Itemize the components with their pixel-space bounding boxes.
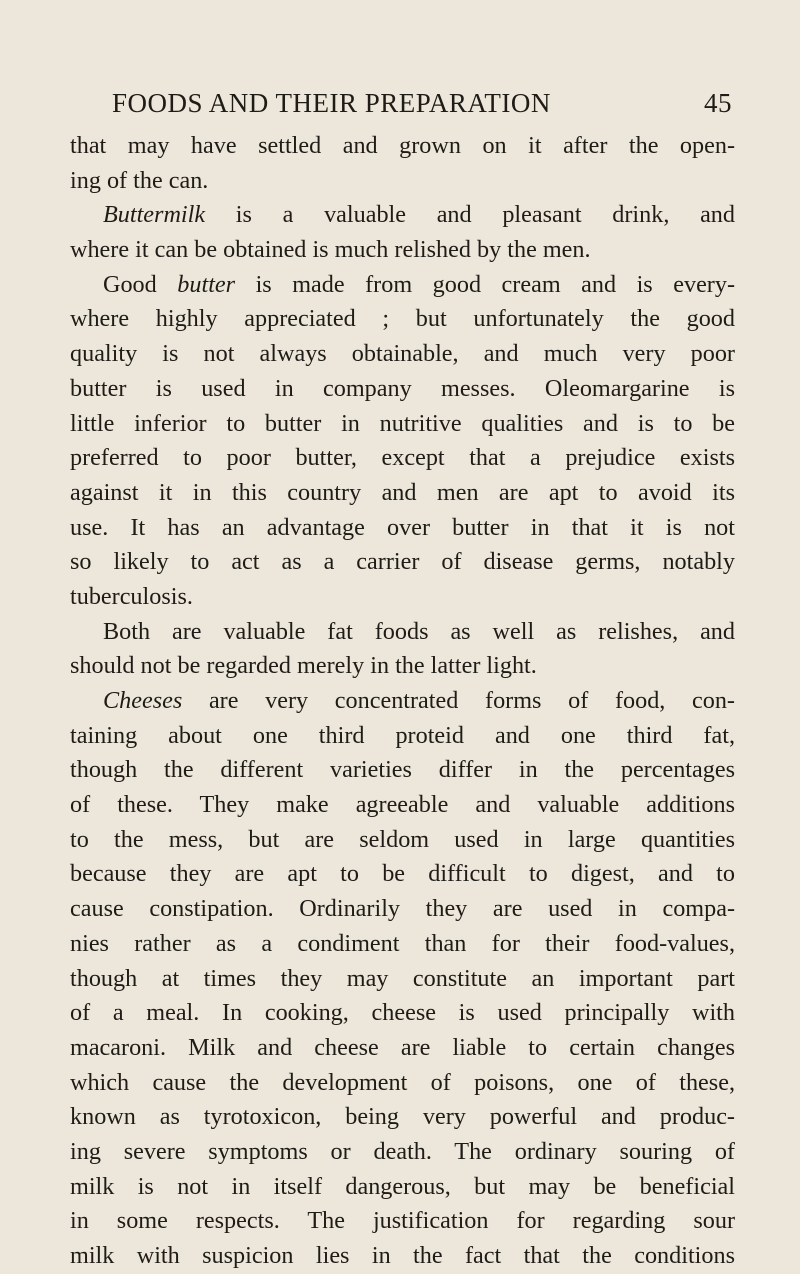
- line-text: so likely to act as a carrier of disease germs, notably: [70, 548, 735, 576]
- line-text: milk is not in itself dangerous, but may be beneficial: [70, 1172, 735, 1200]
- text-line: [70, 1170, 735, 1205]
- text-line: [70, 372, 735, 407]
- text-line: [70, 129, 735, 164]
- line-text: though at times they may constitute an important part: [70, 964, 735, 992]
- text-line: [70, 684, 735, 719]
- line-text: are very concentrated forms of food, con-: [182, 687, 735, 714]
- line-text: ing of the can.: [70, 166, 209, 194]
- line-text: is made from good cream and is every-: [235, 270, 736, 298]
- text-line: [70, 302, 735, 337]
- line-text: though the different varieties differ in the percentages: [70, 756, 735, 784]
- line-text: cause constipation. Ordinarily they are used in compa-: [70, 895, 735, 923]
- line-text: that may have settled and grown on it after the open-: [70, 132, 735, 159]
- text-line: [70, 268, 735, 303]
- italic-term: Buttermilk: [103, 201, 206, 229]
- text-line: [70, 649, 735, 684]
- line-text: where highly appreciated ; but unfortunately the good: [70, 305, 735, 333]
- line-text: in some respects. The justification for regarding sour: [70, 1207, 735, 1235]
- line-text: milk with suspicion lies in the fact that the conditions: [70, 1242, 735, 1269]
- line-text: taining about one third proteid and one third fat,: [70, 721, 735, 749]
- line-text: use. It has an advantage over butter in that it is not: [70, 513, 735, 541]
- line-text: butter is used in company messes. Oleomargarine is: [70, 374, 735, 402]
- text-line: [70, 1239, 735, 1274]
- line-text: of a meal. In cooking, cheese is used principally with: [70, 999, 735, 1027]
- line-text: of these. They make agreeable and valuable additions: [70, 791, 735, 819]
- text-line: [70, 1100, 735, 1135]
- page-number: 45: [704, 88, 732, 118]
- running-header: [112, 88, 732, 124]
- line-text: Both are valuable fat foods as well as relishes, and: [103, 617, 735, 645]
- line-text: macaroni. Milk and cheese are liable to certain changes: [70, 1033, 735, 1061]
- body-text: [70, 129, 735, 1274]
- line-text: little inferior to butter in nutritive qualities and is to be: [70, 409, 735, 437]
- text-line: [70, 441, 735, 476]
- text-line: [70, 1135, 735, 1170]
- text-line: [70, 857, 735, 892]
- line-text: preferred to poor butter, except that a prejudice exists: [70, 444, 735, 472]
- text-line: [70, 476, 735, 511]
- line-text: tuberculosis.: [70, 582, 193, 610]
- text-line: [70, 962, 735, 997]
- text-line: [70, 927, 735, 962]
- text-line: [70, 1031, 735, 1066]
- text-line: [70, 892, 735, 927]
- text-line: [70, 823, 735, 858]
- text-line: [70, 511, 735, 546]
- text-line: [70, 545, 735, 580]
- text-line: [70, 615, 735, 650]
- italic-term: Cheeses: [103, 687, 183, 714]
- italic-term: butter: [177, 270, 236, 298]
- line-text: where it can be obtained is much relished by the men.: [70, 236, 591, 264]
- line-text: is a valuable and pleasant drink, and: [205, 201, 735, 229]
- line-text: because they are apt to be difficult to digest, and to: [70, 860, 735, 888]
- text-line: [70, 580, 735, 615]
- text-line: [70, 1066, 735, 1101]
- header-title: FOODS AND THEIR PREPARATION: [112, 88, 551, 118]
- line-text: should not be regarded merely in the latter light.: [70, 652, 537, 680]
- text-line: [70, 407, 735, 442]
- text-line: [70, 719, 735, 754]
- line-text: known as tyrotoxicon, being very powerful and produc-: [70, 1103, 735, 1131]
- line-text: to the mess, but are seldom used in large quantities: [70, 825, 735, 853]
- text-line: [70, 164, 735, 199]
- line-text: nies rather as a condiment than for their food-values,: [70, 929, 735, 957]
- text-line: [70, 788, 735, 823]
- line-text: which cause the development of poisons, one of these,: [70, 1068, 735, 1096]
- text-line: [70, 198, 735, 233]
- text-line: [70, 1204, 735, 1239]
- line-text: against it in this country and men are apt to avoid its: [70, 478, 735, 506]
- text-line: [70, 337, 735, 372]
- text-line: [70, 753, 735, 788]
- text-line: [70, 233, 735, 268]
- text-line: [70, 996, 735, 1031]
- line-text: ing severe symptoms or death. The ordinary souring of: [70, 1137, 735, 1165]
- line-prefix: Good: [103, 270, 178, 298]
- line-text: quality is not always obtainable, and much very poor: [70, 340, 735, 368]
